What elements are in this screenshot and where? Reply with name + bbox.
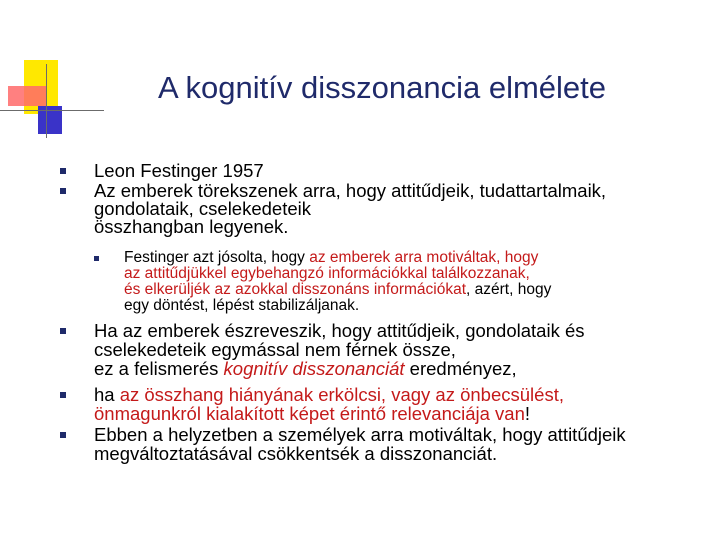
bullet-4-line-1-plain: ha bbox=[94, 384, 120, 405]
bullet-marker-2 bbox=[60, 188, 66, 194]
slide-title: A kognitív disszonancia elmélete bbox=[157, 70, 607, 105]
deco-pink-block bbox=[8, 86, 46, 106]
bullet-4-line-1-emphasis: az összhang hiányának erkölcsi, vagy az önbecsülést, bbox=[119, 384, 564, 405]
deco-vertical-line bbox=[46, 64, 47, 138]
bullet-marker-sub bbox=[94, 256, 99, 261]
bullet-1-text: Leon Festinger 1957 bbox=[94, 160, 264, 181]
bullet-marker-1 bbox=[60, 168, 66, 174]
bullet-2-line-1: Az emberek törekszenek arra, hogy attitűdjeik, tudattartalmaik, bbox=[94, 180, 607, 201]
bullet-5-line-2: megváltoztatásával csökkentsék a disszonanciát. bbox=[94, 443, 498, 464]
sub-bullet-line-2: az attitűdjükkel egybehangzó információkkal találkozzanak, bbox=[124, 265, 530, 282]
bullet-3-line-1: Ha az emberek észreveszik, hogy attitűdjeik, gondolataik és bbox=[94, 320, 585, 341]
deco-horizontal-line bbox=[0, 110, 104, 111]
bullet-5-line-1: Ebben a helyzetben a személyek arra motiváltak, hogy attitűdjeik bbox=[94, 424, 626, 445]
bullet-3-emphasis: kognitív disszonanciát bbox=[223, 358, 405, 379]
sub-line-3-emphasis: és elkerüljék az azokkal disszonáns információkat bbox=[124, 281, 467, 298]
sub-bullet-line-4: egy döntést, lépést stabilizáljanak. bbox=[124, 297, 360, 314]
bullet-2-line-2: gondolataik, cselekedeteik bbox=[94, 198, 312, 219]
bullet-3-line-3-plain-c: eredményez, bbox=[404, 358, 517, 379]
bullet-4-line-2 bbox=[94, 404, 530, 423]
bullet-4-line-1 bbox=[94, 385, 564, 404]
bullet-2-line-3: összhangban legyenek. bbox=[94, 216, 289, 237]
sub-line-1-emphasis: az emberek arra motiváltak, hogy bbox=[309, 249, 539, 266]
bullet-3-line-2: cselekedeteik egymással nem férnek össze, bbox=[94, 339, 456, 360]
bullet-marker-5 bbox=[60, 432, 66, 438]
sub-line-1-plain: Festinger azt jósolta, hogy bbox=[124, 249, 310, 266]
bullet-3-line-3-plain-a: ez a felismerés bbox=[94, 358, 224, 379]
bullet-4-line-2-plain: ! bbox=[524, 403, 531, 424]
bullet-4-line-2-emphasis: önmagunkról kialakított képet érintő relevanciája van bbox=[94, 403, 525, 424]
bullet-3-line-3 bbox=[94, 359, 517, 378]
sub-line-3-plain: , azért, hogy bbox=[466, 281, 552, 298]
sub-bullet-line-1 bbox=[124, 250, 538, 266]
bullet-marker-3 bbox=[60, 328, 66, 334]
bullet-marker-4 bbox=[60, 392, 66, 398]
sub-bullet-line-3 bbox=[124, 282, 551, 298]
